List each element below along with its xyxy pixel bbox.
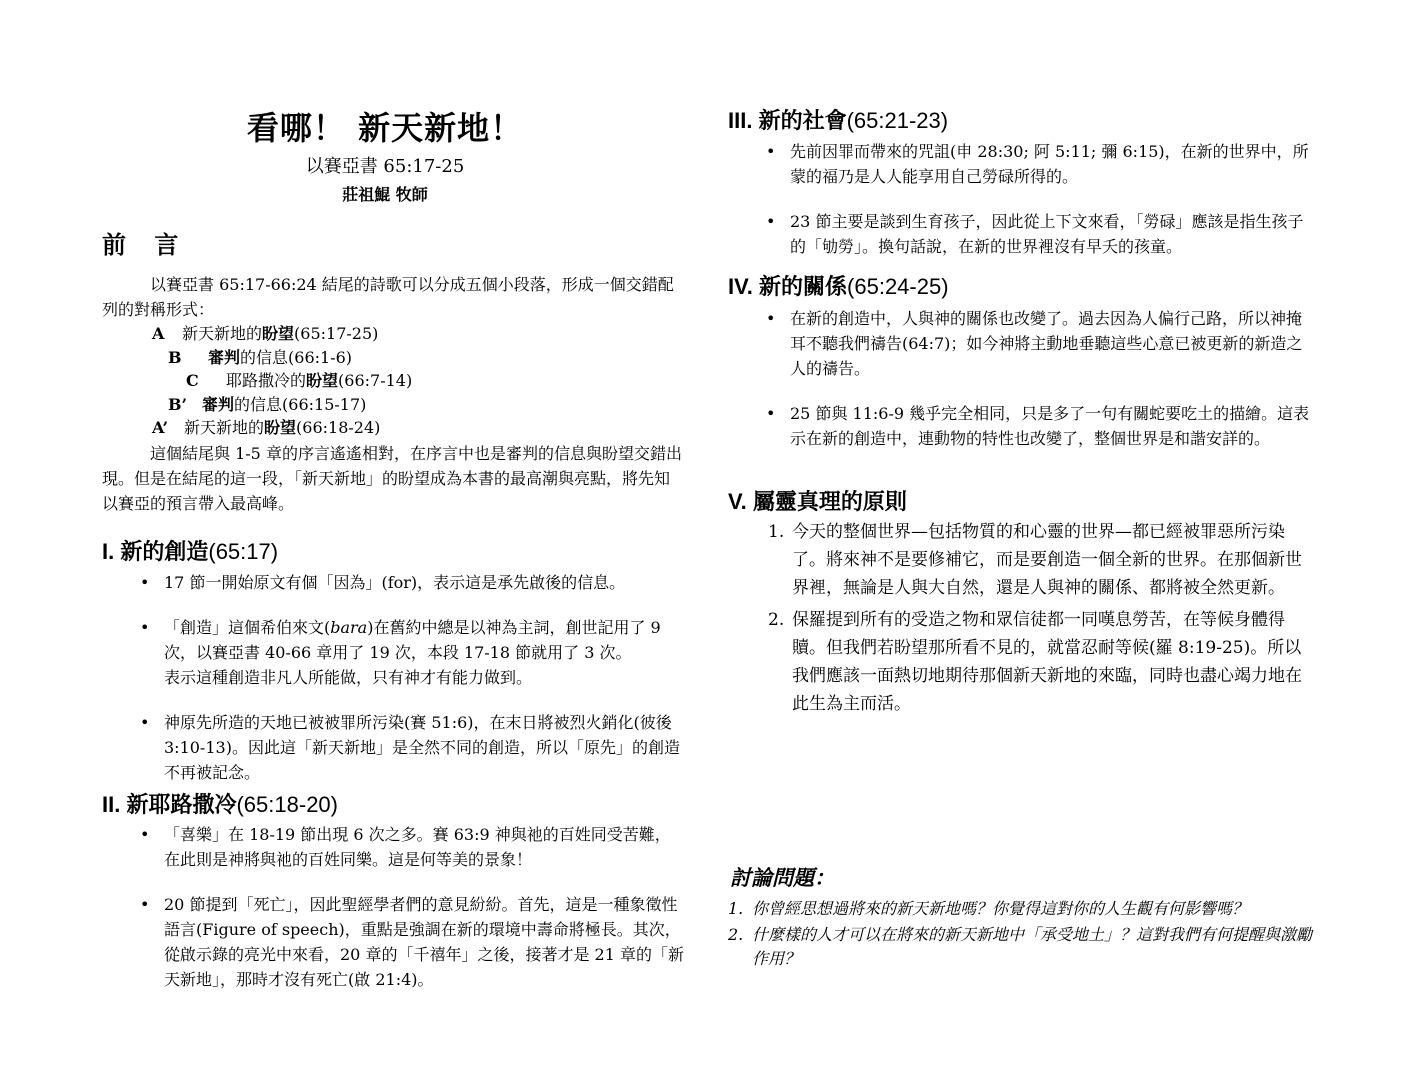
list-item: • 神原先所造的天地已被被罪所污染(賽 51:6)，在末日將被烈火銷化(彼後 3:10-13)。因此這「新天新地」是全然不同的創造，所以「原先」的創造不再被記念。: [164, 710, 684, 785]
principles-list: [768, 518, 1307, 722]
chiasm-row-a-prime: A’ 新天新地的盼望(66:18-24): [152, 418, 381, 437]
list-item: • 23 節主要是談到生育孩子，因此從上下文來看，「勞碌」應該是指生孩子的「劬勞」。換句話說，在新的世界裡沒有早夭的孩童。: [790, 209, 1310, 259]
list-item: 2. 保羅提到所有的受造之物和眾信徒都一同嘆息勞苦，在等候身體得贖。但我們若盼望那所看不見的，就當忍耐等候(羅 8:19-25)。所以我們應該一面熱切地期待那個新天新地的來臨，同時也盡心竭力地在此生為主而活。: [768, 610, 1302, 714]
discussion-list: [728, 897, 1313, 973]
list-item: • 「創造」這個希伯來文(bara)在舊約中總是以神為主詞，創世記用了 9 次，以賽亞書 40-66 章用了 19 次，本段 17-18 節就用了 3 次。 表示這種創造非凡人所能做，只有神才有能力做到。: [164, 615, 684, 690]
chiasm-row-a: A 新天新地的盼望(65:17-25): [152, 324, 379, 343]
list-item: • 25 節與 11:6-9 幾乎完全相同，只是多了一句有關蛇要吃土的描繪。這表示在新的創造中，連動物的特性也改變了，整個世界是和諧安詳的。: [790, 401, 1310, 451]
section-5-heading: V. 屬靈真理的原則: [728, 489, 907, 515]
list-item: • 先前因罪而帶來的咒詛(申 28:30; 阿 5:11; 彌 6:15)，在新的世界中，所蒙的福乃是人人能享用自己勞碌所得的。: [790, 139, 1310, 189]
section-2-bullets: [164, 822, 684, 1012]
list-item: • 「喜樂」在 18-19 節出現 6 次之多。賽 63:9 神與祂的百姓同受苦難，在此則是神將與祂的百姓同樂。這是何等美的景象！: [164, 822, 684, 872]
list-item: 1. 你曾經思想過將來的新天新地嗎？你覺得這對你的人生觀有何影響嗎？: [728, 899, 1249, 918]
section-2-heading: II. 新耶路撒冷(65:18-20): [102, 792, 338, 818]
scripture-reference: 以賽亞書 65:17-25: [305, 156, 465, 177]
list-item: 1. 今天的整個世界—包括物質的和心靈的世界—都已經被罪惡所污染了。將來神不是要修補它，而是要創造一個全新的世界。在那個新世界裡，無論是人與大自然，還是人與神的關係、都將被全然更新。: [768, 522, 1302, 598]
section-3-bullets: [790, 139, 1310, 279]
list-item: • 20 節提到「死亡」，因此聖經學者們的意見紛紛。首先，這是一種象徵性語言(Figure of speech)，重點是強調在新的環境中壽命將極長。其次，從啟示錄的亮光中來看，20 章的「千禧年」之後，接著才是 21 章的「新天新地」，那時才沒有死亡(啟 21:4)。: [164, 892, 684, 992]
list-item: • 在新的創造中，人與神的關係也改變了。過去因為人偏行己路，所以神掩耳不聽我們禱告(64:7)；如今神將主動地垂聽這些心意已被更新的新造之人的禱告。: [790, 306, 1310, 381]
section-4-bullets: [790, 306, 1310, 471]
section-4-heading: IV. 新的關係(65:24-25): [728, 274, 949, 300]
discussion-heading: 討論問題：: [730, 865, 835, 890]
chiasm-row-b: B 審判的信息(66:1-6): [168, 347, 353, 367]
section-1-bullets: [164, 570, 684, 805]
preface-closing: 這個結尾與 1-5 章的序言遙遙相對，在序言中也是審判的信息與盼望交錯出現。但是在結尾的這一段，「新天新地」的盼望成為本書的最高潮與亮點，將先知以賽亞的預言帶入最高峰。: [102, 444, 682, 513]
chiasm-outline: [0, 322, 704, 440]
chiasm-row-c: C 耶路撒冷的盼望(66:7-14): [186, 371, 413, 390]
section-3-heading: III. 新的社會(65:21-23): [728, 108, 949, 134]
list-item: 2. 什麼樣的人才可以在將來的新天新地中「承受地土」？這對我們有何提醒與激勵作用？: [728, 925, 1313, 968]
preface-heading: 前 言: [102, 230, 189, 259]
preface-intro: 以賽亞書 65:17-66:24 結尾的詩歌可以分成五個小段落，形成一個交錯配列的對稱形式：: [102, 275, 674, 319]
chiasm-row-b-prime: B’ 審判的信息(66:15-17): [168, 394, 367, 414]
page-title: 看哪！ 新天新地！: [246, 109, 524, 147]
author: 莊祖鯤 牧師: [342, 185, 428, 204]
list-item: • 17 節一開始原文有個「因為」(for)，表示這是承先啟後的信息。: [164, 570, 684, 595]
section-1-heading: I. 新的創造(65:17): [102, 539, 279, 565]
